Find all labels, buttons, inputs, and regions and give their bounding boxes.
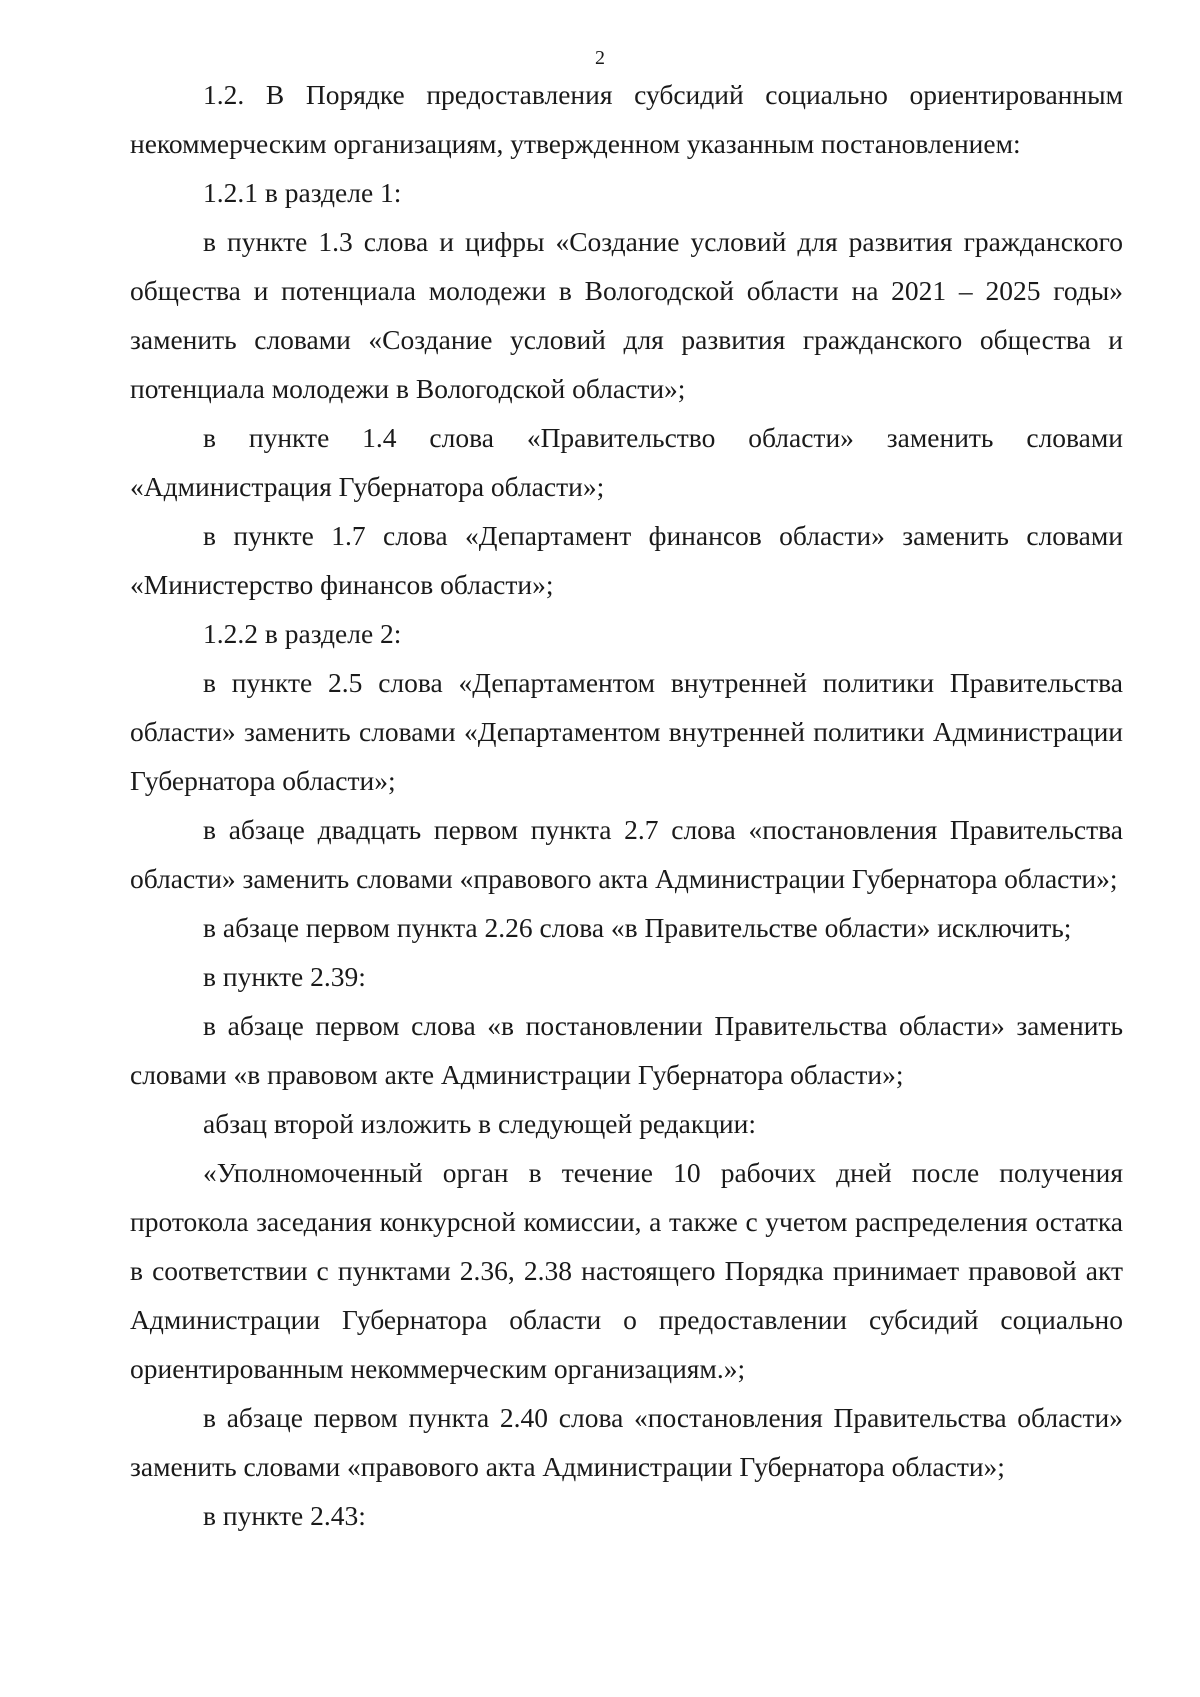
paragraph-item-2-39: в пункте 2.39: <box>203 961 366 992</box>
page-number: 2 <box>595 47 605 69</box>
paragraph-item-2-39-first: в абзаце первом слова «в постановлении Правительства области» заменить словами «в правовом акте Администрации Губернатора области»; <box>130 1010 1123 1090</box>
paragraph-item-2-26: в абзаце первом пункта 2.26 слова «в Правительстве области» исключить; <box>203 912 1072 943</box>
paragraph-1-2: 1.2. В Порядке предоставления субсидий социально ориентированным некоммерческим организациям, утвержденном указанным постановлением: <box>130 79 1123 159</box>
paragraph-item-2-43: в пункте 2.43: <box>203 1500 366 1531</box>
paragraph-item-1-7: в пункте 1.7 слова «Департамент финансов области» заменить словами «Министерство финансов области»; <box>130 520 1123 600</box>
paragraph-1-2-2: 1.2.2 в разделе 2: <box>203 618 402 649</box>
document-body <box>130 70 1123 1540</box>
paragraph-item-2-5: в пункте 2.5 слова «Департаментом внутренней политики Правительства области» заменить словами «Департаментом внутренней политики Администрации Губернатора области»; <box>130 667 1123 796</box>
paragraph-1-2-1: 1.2.1 в разделе 1: <box>203 177 402 208</box>
paragraph-item-2-40: в абзаце первом пункта 2.40 слова «постановления Правительства области» заменить словами «правового акта Администрации Губернатора области»; <box>130 1402 1123 1482</box>
paragraph-item-1-3: в пункте 1.3 слова и цифры «Создание условий для развития гражданского общества и потенциала молодежи в Вологодской области на 2021 – 2025 годы» заменить словами «Создание условий для развития гражданского общества и потенциала молодежи в Вологодской области»; <box>130 226 1123 404</box>
paragraph-item-2-39-second: абзац второй изложить в следующей редакции: <box>203 1108 757 1139</box>
paragraph-item-2-7: в абзаце двадцать первом пункта 2.7 слова «постановления Правительства области» заменить словами «правового акта Администрации Губернатора области»; <box>130 814 1123 894</box>
paragraph-quote: «Уполномоченный орган в течение 10 рабочих дней после получения протокола заседания конкурсной комиссии, а также с учетом распределения остатка в соответствии с пунктами 2.36, 2.38 настоящего Порядка принимает правовой акт Администрации Губернатора области о предоставлении субсидий социально ориентированным некоммерческим организациям.»; <box>130 1157 1123 1384</box>
paragraph-item-1-4: в пункте 1.4 слова «Правительство области» заменить словами «Администрация Губернатора области»; <box>130 422 1123 502</box>
